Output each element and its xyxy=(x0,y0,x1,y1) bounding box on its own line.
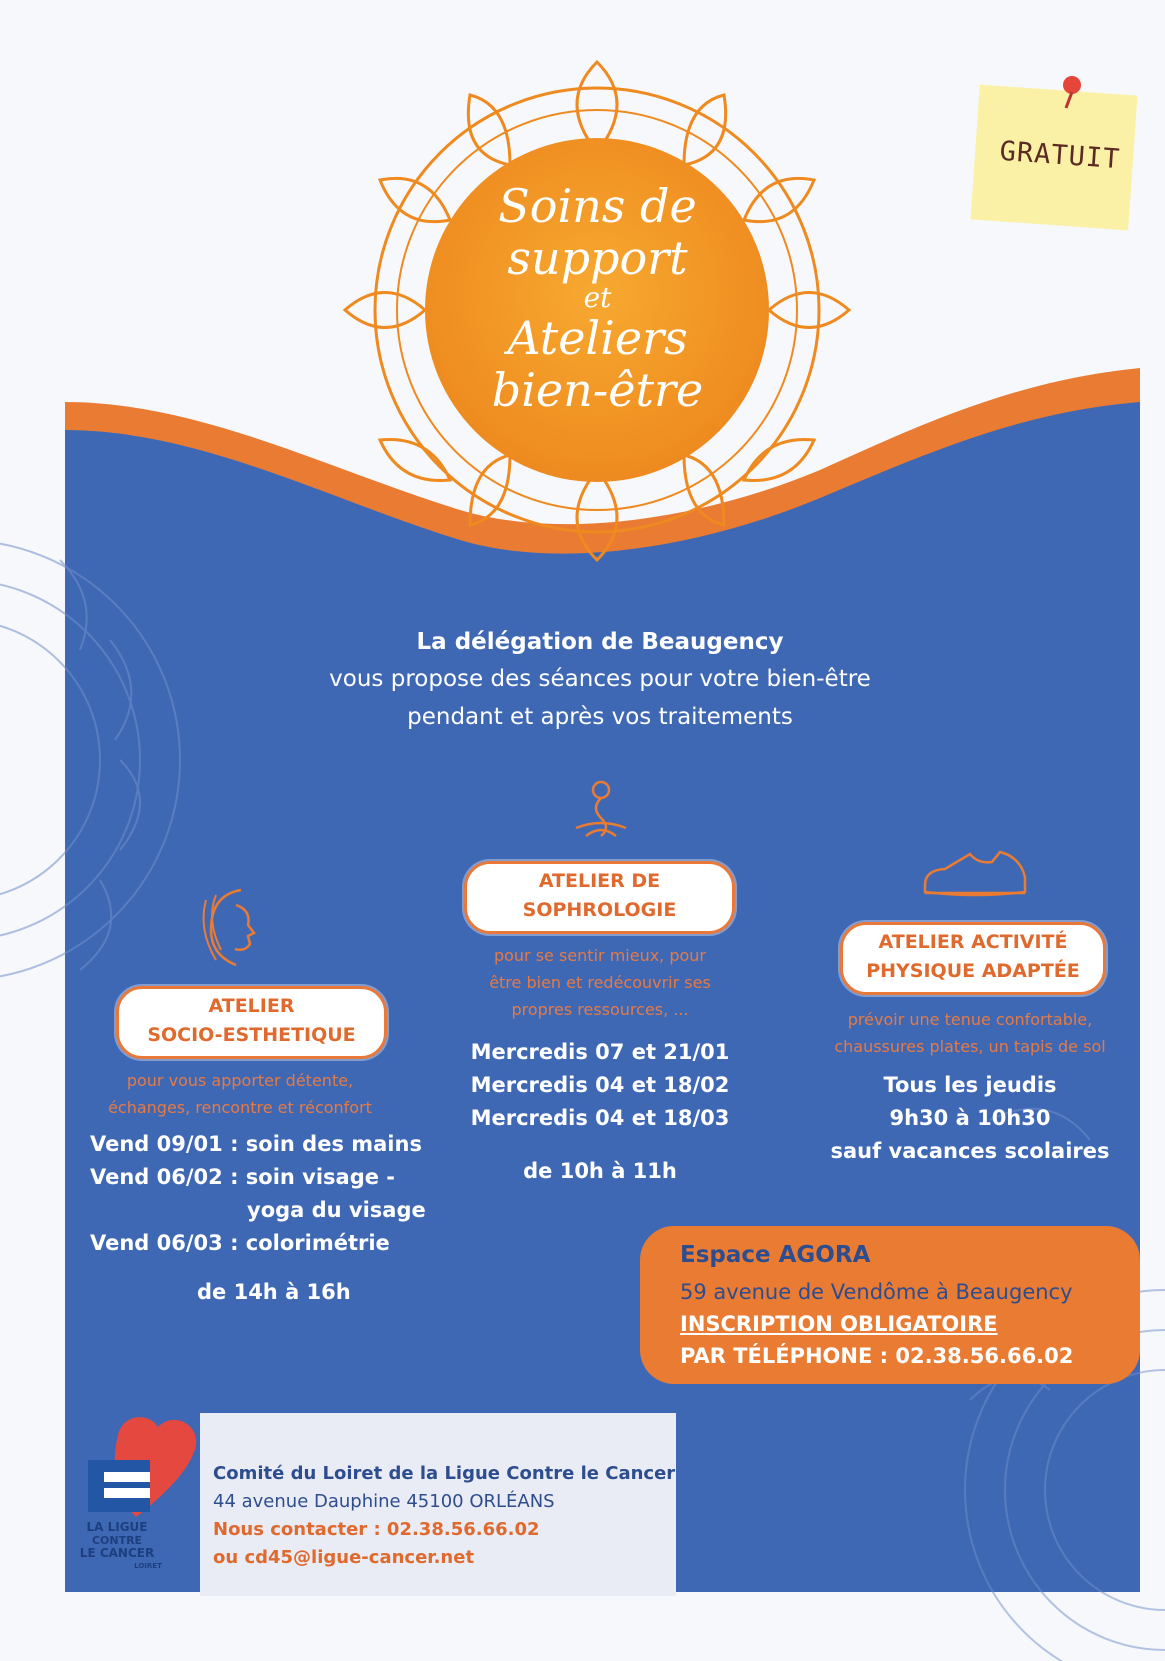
intro-line-2: vous propose des séances pour votre bien-être xyxy=(329,666,871,692)
main-title xyxy=(430,180,765,416)
venue-address: 59 avenue de Vendôme à Beaugency xyxy=(680,1280,1073,1304)
apa-sched-1: Tous les jeudis xyxy=(883,1073,1057,1097)
apa-sched-3: sauf vacances scolaires xyxy=(830,1139,1110,1163)
sophro-date-3: Mercredis 04 et 18/03 xyxy=(470,1106,730,1130)
socio-row-3 xyxy=(90,1227,430,1260)
intro-line-3: pendant et après vos traitements xyxy=(407,704,793,730)
logo-text xyxy=(62,1521,172,1573)
sophro-hours: de 10h à 11h xyxy=(523,1159,677,1183)
logo-line-2: CONTRE xyxy=(91,1534,143,1547)
apa-title-pill xyxy=(840,922,1106,995)
venue-signup: INSCRIPTION OBLIGATOIRE xyxy=(680,1312,998,1336)
apa-desc-2: chaussures plates, un tapis de sol xyxy=(834,1037,1106,1056)
socio-row-2-day: Vend 06/02 : xyxy=(90,1165,239,1189)
title-line-1: Soins de xyxy=(498,179,697,233)
sophro-dates xyxy=(440,1036,760,1188)
logo-line-4: LOIRET xyxy=(134,1562,162,1570)
sophro-title-1: ATELIER DE xyxy=(538,870,661,892)
footer-contact: Nous contacter : 02.38.56.66.02 xyxy=(213,1519,540,1540)
venue-box xyxy=(640,1226,1140,1384)
apa-title-1: ATELIER ACTIVITÉ xyxy=(878,931,1068,953)
logo-line-3: LE CANCER xyxy=(79,1546,155,1560)
sophro-date-1: Mercredis 07 et 21/01 xyxy=(470,1040,730,1064)
socio-row-1 xyxy=(90,1128,430,1161)
footer-email[interactable]: ou cd45@ligue-cancer.net xyxy=(213,1547,475,1568)
socio-row-1-topic: soin des mains xyxy=(245,1132,422,1156)
socio-description xyxy=(70,1067,410,1121)
footer-org: Comité du Loiret de la Ligue Contre le Cancer xyxy=(213,1463,676,1484)
socio-row-2-topic: soin visage - xyxy=(245,1165,396,1189)
socio-row-2b: yoga du visage xyxy=(247,1198,426,1222)
apa-description xyxy=(790,1006,1150,1060)
apa-title-2: PHYSIQUE ADAPTÉE xyxy=(866,960,1080,982)
logo-line-1: LA LIGUE xyxy=(86,1520,148,1534)
footer-address: 44 avenue Dauphine 45100 ORLÉANS xyxy=(213,1491,555,1512)
face-profile-icon xyxy=(196,885,266,970)
socio-desc-2: échanges, rencontre et réconfort xyxy=(108,1098,372,1117)
sophro-description xyxy=(440,942,760,1023)
apa-desc-1: prévoir une tenue confortable, xyxy=(847,1010,1093,1029)
sophro-title-2: SOPHROLOGIE xyxy=(522,899,677,921)
sophro-desc-1: pour se sentir mieux, pour xyxy=(493,946,707,965)
sophro-desc-3: propres ressources, ... xyxy=(511,1000,689,1019)
title-line-2: support xyxy=(507,231,688,285)
venue-name: Espace AGORA xyxy=(680,1242,871,1268)
sophro-desc-2: être bien et redécouvrir ses xyxy=(489,973,711,992)
sneaker-icon xyxy=(920,845,1030,907)
socio-title-1: ATELIER xyxy=(208,995,295,1017)
socio-desc-1: pour vous apporter détente, xyxy=(126,1071,354,1090)
apa-sched-2: 9h30 à 10h30 xyxy=(889,1106,1051,1130)
title-line-5: bien-être xyxy=(491,363,704,417)
intro-block xyxy=(200,624,1000,736)
socio-title-pill xyxy=(116,986,387,1059)
title-line-4: Ateliers xyxy=(507,311,688,365)
sophro-date-2: Mercredis 04 et 18/02 xyxy=(470,1073,730,1097)
socio-row-3-topic: colorimétrie xyxy=(245,1231,390,1255)
gratuit-badge: GRATUIT xyxy=(998,135,1122,176)
socio-hours: de 14h à 16h xyxy=(197,1280,351,1304)
footer-info-box xyxy=(200,1413,676,1596)
sophrologie-title-pill xyxy=(464,861,735,934)
socio-row-2 xyxy=(90,1161,430,1194)
title-line-3: et xyxy=(583,281,612,314)
venue-phone: PAR TÉLÉPHONE : 02.38.56.66.02 xyxy=(680,1344,1074,1368)
socio-title-2: SOCIO-ESTHETIQUE xyxy=(147,1024,356,1046)
socio-schedule xyxy=(90,1128,430,1309)
socio-row-1-day: Vend 09/01 : xyxy=(90,1132,239,1156)
intro-bold: La délégation de Beaugency xyxy=(416,629,784,655)
socio-row-3-day: Vend 06/03 : xyxy=(90,1231,239,1255)
meditation-icon xyxy=(566,778,636,848)
apa-schedule xyxy=(800,1069,1140,1168)
